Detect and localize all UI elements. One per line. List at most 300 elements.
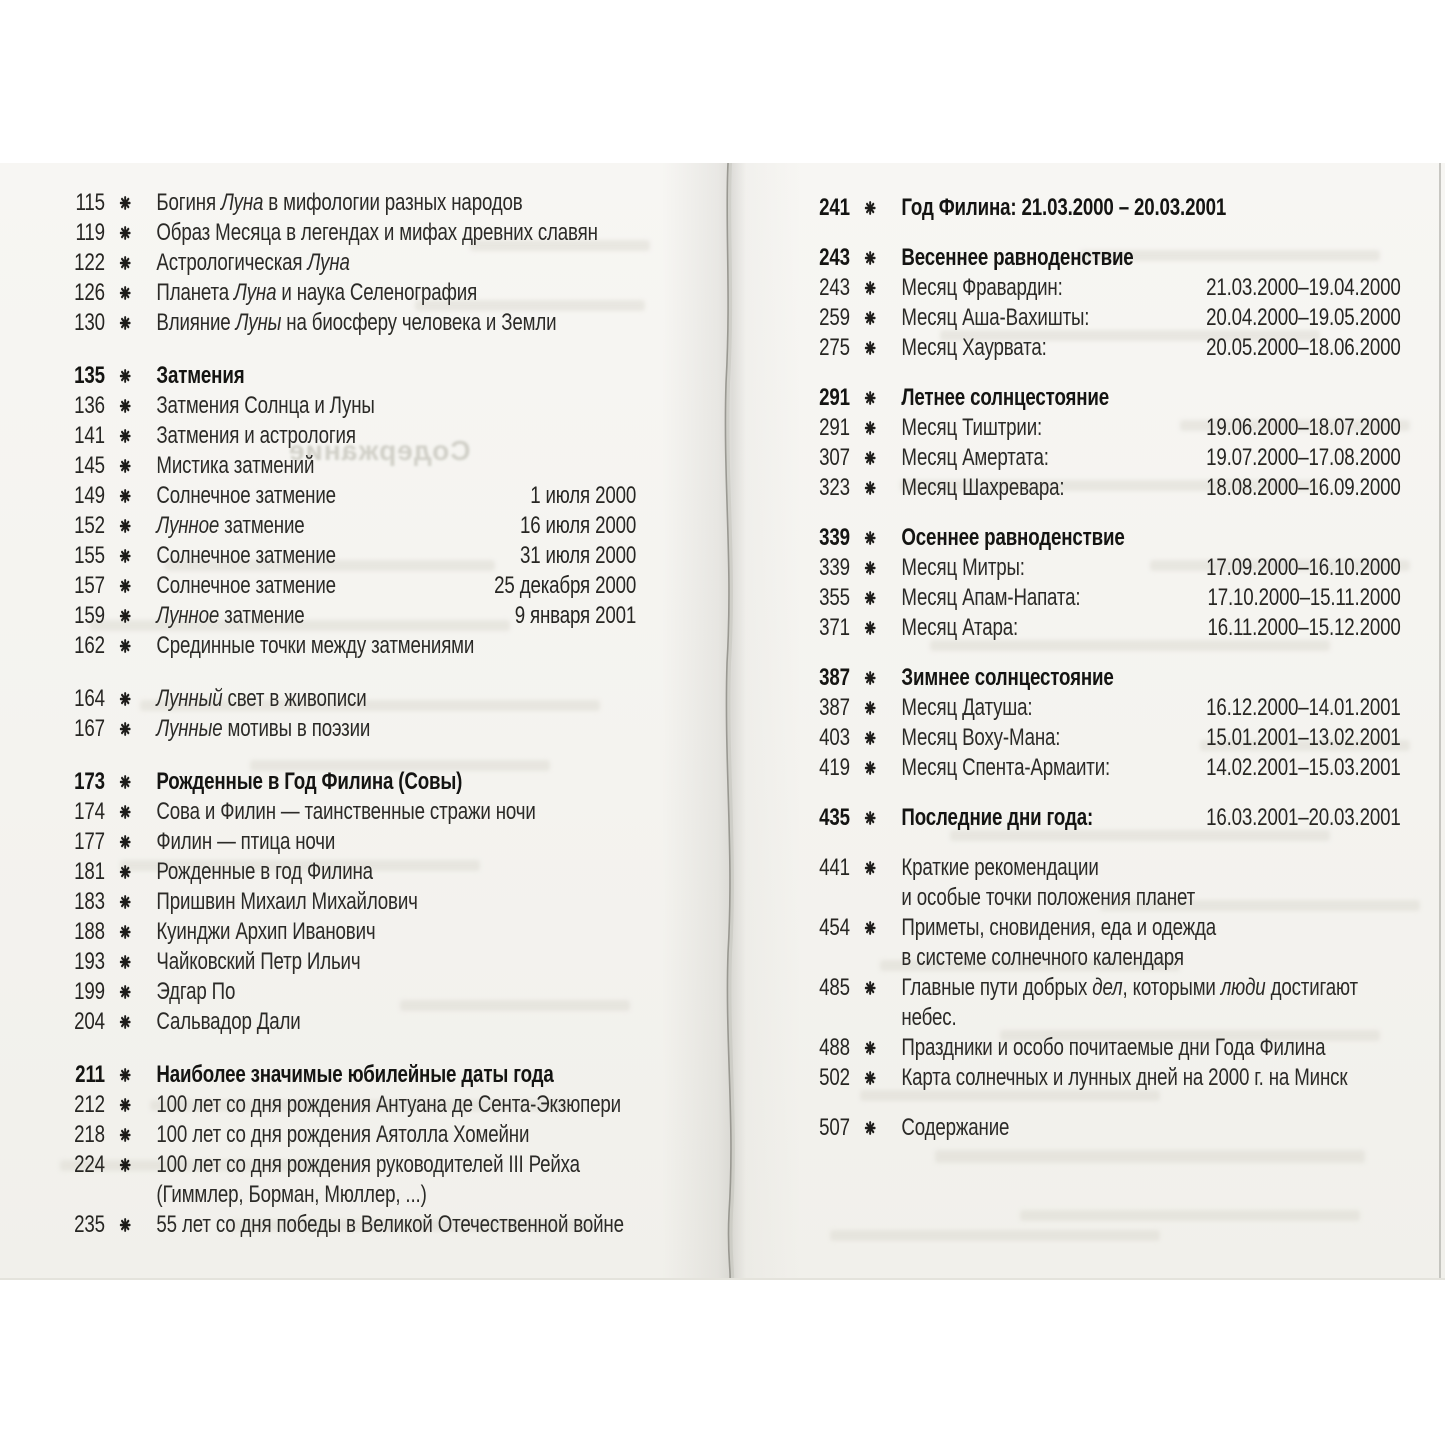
entry-date: 17.10.2000–15.11.2000 [1207,584,1401,611]
entry-title [890,753,1196,783]
toc-entry [55,631,636,661]
entry-page-number: 126 [74,279,105,306]
bullet-cell [105,421,146,444]
entry-page-number: 291 [819,384,850,411]
star-bullet-icon [864,340,876,356]
bullet-cell [105,767,146,790]
entry-date: 16.12.2000–14.01.2001 [1206,694,1401,721]
entry-title-line: Последние дни года: [901,804,1094,831]
entry-title [890,413,1196,443]
entry-page-number: 339 [819,554,850,581]
star-bullet-icon [119,834,131,850]
star-bullet-icon [119,638,131,654]
entry-title-line: 100 лет со дня рождения Аятолла Хомейни [156,1121,530,1148]
bullet-cell [105,218,146,241]
toc-entry [800,303,1401,333]
star-bullet-icon [119,1067,131,1083]
bullet-cell [850,663,891,686]
entry-page-number: 307 [819,444,850,471]
entry-title-line: Месяц Хаурвата: [901,334,1047,361]
star-bullet-icon [119,774,131,790]
toc-entry [800,723,1401,753]
entry-page-number: 162 [74,632,105,659]
entry-title-line: Весеннее равноденствие [901,244,1134,271]
bullet-cell [105,248,146,271]
book-spine-crease [716,163,746,1280]
toc-group [800,523,1401,643]
bullet-cell [105,1090,146,1113]
entry-title-line: Зимнее солнцестояние [901,664,1114,691]
star-bullet-icon [864,1070,876,1086]
entry-title-line: Затмения [156,362,245,389]
entry-page-number: 135 [74,362,105,389]
bullet-cell [850,333,891,356]
toc-entry [55,421,636,451]
entry-page-number: 355 [819,584,850,611]
entry-title-line: Месяц Воху-Мана: [901,724,1061,751]
bullet-cell [850,243,891,266]
toc-entry [55,571,636,601]
entry-title [145,767,636,797]
entry-date: 21.03.2000–19.04.2000 [1206,274,1401,301]
entry-page-number: 204 [74,1008,105,1035]
star-bullet-icon [864,620,876,636]
star-bullet-icon [119,1097,131,1113]
toc-group [800,853,1401,1093]
star-bullet-icon [119,458,131,474]
entry-title [145,391,636,421]
entry-title [890,1063,1400,1093]
star-bullet-icon [864,390,876,406]
entry-title-line: Мистика затмений [156,452,315,479]
star-bullet-icon [119,1157,131,1173]
entry-title-line: Сова и Филин — таинственные стражи ночи [156,798,536,825]
entry-title [890,443,1196,473]
toc-left-page [55,188,636,1263]
entry-title [145,421,636,451]
bullet-cell [105,188,146,211]
scanned-book-spread [0,163,1445,1280]
toc-entry [55,1060,636,1090]
entry-title-line: Месяц Датуша: [901,694,1033,721]
toc-entry [55,308,636,338]
toc-group [800,803,1401,833]
entry-title-line: Солнечное затмение [156,542,336,569]
bullet-cell [105,308,146,331]
entry-title [890,693,1196,723]
entry-page-number: 488 [819,1034,850,1061]
bullet-cell [850,473,891,496]
star-bullet-icon [119,804,131,820]
entry-title-line: Праздники и особо почитаемые дни Года Филина [901,1034,1326,1061]
star-bullet-icon [119,984,131,1000]
toc-entry [55,1120,636,1150]
star-bullet-icon [119,578,131,594]
bullet-cell [105,1210,146,1233]
entry-title-line: и особые точки положения планет [901,884,1196,911]
entry-title [890,913,1400,973]
entry-page-number: 224 [74,1151,105,1178]
entry-title-line: Наиболее значимые юбилейные даты года [156,1061,554,1088]
toc-entry [800,663,1401,693]
star-bullet-icon [864,980,876,996]
entry-title-line: Образ Месяца в легендах и мифах древних славян [156,219,598,246]
entry-title [890,853,1400,913]
toc-entry [800,853,1401,913]
entry-title [145,1210,636,1240]
entry-page-number: 241 [819,194,850,221]
bullet-cell [850,753,891,776]
entry-title [145,947,636,977]
bullet-cell [850,273,891,296]
entry-title-line: Филин — птица ночи [156,828,336,855]
showthrough-line [1020,1210,1360,1221]
entry-title [890,553,1196,583]
bullet-cell [105,684,146,707]
entry-page-number: 323 [819,474,850,501]
star-bullet-icon [119,721,131,737]
toc-entry [800,973,1401,1033]
star-bullet-icon [119,315,131,331]
entry-title [890,723,1196,753]
star-bullet-icon [864,700,876,716]
entry-date: 16 июля 2000 [519,512,637,539]
toc-entry [55,188,636,218]
star-bullet-icon [864,730,876,746]
toc-entry [55,827,636,857]
entry-title-line: Месяц Митры: [901,554,1025,581]
bullet-cell [105,857,146,880]
entry-page-number: 122 [74,249,105,276]
entry-title [890,333,1196,363]
entry-date: 1 июля 2000 [530,482,637,509]
entry-title-line: Лунные мотивы в поэзии [156,715,371,742]
entry-title [145,857,636,887]
entry-title-line: Год Филина: 21.03.2000 – 20.03.2001 [901,194,1227,221]
star-bullet-icon [864,200,876,216]
star-bullet-icon [119,1127,131,1143]
bullet-cell [105,571,146,594]
star-bullet-icon [119,864,131,880]
star-bullet-icon [119,608,131,624]
entry-page-number: 167 [74,715,105,742]
toc-group [55,188,636,338]
entry-title [145,1120,636,1150]
toc-entry [55,481,636,511]
entry-page-number: 211 [75,1061,105,1088]
entry-title [145,827,636,857]
entry-page-number: 130 [74,309,105,336]
entry-page-number: 152 [74,512,105,539]
entry-date: 20.05.2000–18.06.2000 [1206,334,1401,361]
entry-page-number: 155 [74,542,105,569]
bullet-cell [105,631,146,654]
entry-title-line: Богиня Луна в мифологии разных народов [156,189,523,216]
toc-entry [800,383,1401,413]
toc-entry [55,218,636,248]
star-bullet-icon [119,488,131,504]
entry-page-number: 199 [74,978,105,1005]
entry-title [145,977,636,1007]
bullet-cell [105,797,146,820]
bullet-cell [105,1120,146,1143]
star-bullet-icon [119,1014,131,1030]
toc-entry [55,767,636,797]
bullet-cell [105,278,146,301]
entry-page-number: 502 [819,1064,850,1091]
entry-title [890,1113,1400,1143]
star-bullet-icon [119,195,131,211]
toc-entry [800,473,1401,503]
star-bullet-icon [119,368,131,384]
bullet-cell [105,714,146,737]
entry-title [890,193,1400,223]
toc-entry [55,391,636,421]
toc-entry [800,1033,1401,1063]
entry-page-number: 136 [74,392,105,419]
entry-title-line: Лунное затмение [156,602,305,629]
toc-entry [55,601,636,631]
bullet-cell [850,523,891,546]
entry-title-line: Рожденные в Год Филина (Совы) [156,768,463,795]
bullet-cell [850,853,891,876]
entry-title [145,218,636,248]
toc-entry [800,803,1401,833]
toc-entry [800,523,1401,553]
entry-page-number: 259 [819,304,850,331]
star-bullet-icon [864,420,876,436]
entry-title [145,1060,636,1090]
toc-entry [800,913,1401,973]
toc-entry [800,613,1401,643]
toc-entry [55,714,636,744]
entry-title [145,511,510,541]
entry-page-number: 193 [74,948,105,975]
entry-title-line: Рожденные в год Филина [156,858,373,885]
entry-page-number: 243 [819,244,850,271]
entry-title [145,248,636,278]
entry-date: 14.02.2001–15.03.2001 [1206,754,1401,781]
entry-title-line: Месяц Шахревара: [901,474,1065,501]
star-bullet-icon [864,280,876,296]
entry-page-number: 141 [74,422,105,449]
toc-entry [800,413,1401,443]
bullet-cell [850,723,891,746]
entry-title [890,613,1198,643]
entry-title-line: Месяц Тиштрии: [901,414,1043,441]
entry-title-line: Лунное затмение [156,512,305,539]
entry-date: 18.08.2000–16.09.2000 [1206,474,1401,501]
bullet-cell [850,583,891,606]
entry-date: 25 декабря 2000 [494,572,637,599]
entry-page-number: 371 [819,614,850,641]
bullet-cell [105,977,146,1000]
entry-title [145,1150,636,1210]
entry-title-line: Солнечное затмение [156,572,336,599]
entry-title-line: Приметы, сновидения, еда и одежда [901,914,1217,941]
entry-title-line: Сальвадор Дали [156,1008,301,1035]
toc-entry [800,1063,1401,1093]
bullet-cell [850,1063,891,1086]
entry-title [145,278,636,308]
entry-title-line: (Гиммлер, Борман, Мюллер, ...) [156,1181,427,1208]
entry-title-line: Эдгар По [156,978,236,1005]
toc-group [800,663,1401,783]
bullet-cell [105,601,146,624]
star-bullet-icon [119,954,131,970]
entry-title-line: 100 лет со дня рождения руководителей III Рейха [156,1151,580,1178]
entry-title [145,684,636,714]
star-bullet-icon [119,518,131,534]
entry-title-line: в системе солнечного календаря [901,944,1184,971]
bullet-cell [850,443,891,466]
bullet-cell [105,361,146,384]
entry-title [890,303,1196,333]
toc-entry [55,361,636,391]
bullet-cell [105,917,146,940]
bullet-cell [850,553,891,576]
bullet-cell [850,613,891,636]
entry-date: 15.01.2001–13.02.2001 [1206,724,1401,751]
entry-page-number: 149 [74,482,105,509]
entry-title-line: Астрологическая Луна [156,249,350,276]
toc-entry [55,511,636,541]
toc-group [800,383,1401,503]
entry-title-line: Месяц Фравардин: [901,274,1063,301]
entry-title [890,383,1400,413]
toc-entry [55,857,636,887]
toc-right-page [800,193,1401,1163]
entry-page-number: 441 [819,854,850,881]
bullet-cell [105,1007,146,1030]
star-bullet-icon [864,250,876,266]
star-bullet-icon [864,310,876,326]
toc-entry [800,443,1401,473]
entry-page-number: 387 [819,664,850,691]
star-bullet-icon [119,255,131,271]
entry-page-number: 275 [819,334,850,361]
toc-entry [55,797,636,827]
entry-page-number: 507 [819,1114,850,1141]
bullet-cell [850,693,891,716]
star-bullet-icon [864,450,876,466]
entry-date: 9 января 2001 [514,602,637,629]
bullet-cell [850,1033,891,1056]
bullet-cell [105,451,146,474]
entry-title-line: 100 лет со дня рождения Антуана де Сента-Экзюпери [156,1091,621,1118]
star-bullet-icon [864,1120,876,1136]
toc-entry [55,977,636,1007]
entry-title-line: Куинджи Архип Иванович [156,918,376,945]
star-bullet-icon [119,691,131,707]
star-bullet-icon [864,590,876,606]
star-bullet-icon [119,548,131,564]
toc-entry [800,273,1401,303]
toc-entry [800,1113,1401,1143]
entry-title-line: Месяц Спента-Армаити: [901,754,1111,781]
entry-title-line: Месяц Атара: [901,614,1019,641]
toc-group [800,1113,1401,1143]
entry-date: 20.04.2000–19.05.2000 [1206,304,1401,331]
bullet-cell [850,383,891,406]
entry-page-number: 339 [819,524,850,551]
entry-title-line: Содержание [901,1114,1010,1141]
entry-page-number: 212 [74,1091,105,1118]
bullet-cell [850,973,891,996]
entry-title-line: Краткие рекомендации [901,854,1099,881]
entry-page-number: 183 [74,888,105,915]
toc-entry [55,278,636,308]
toc-entry [55,684,636,714]
entry-date: 16.11.2000–15.12.2000 [1207,614,1401,641]
bullet-cell [850,803,891,826]
bullet-cell [850,913,891,936]
bullet-cell [850,413,891,436]
entry-page-number: 145 [74,452,105,479]
entry-title [890,663,1400,693]
entry-title [145,797,636,827]
toc-group [800,243,1401,363]
star-bullet-icon [864,860,876,876]
star-bullet-icon [864,810,876,826]
bullet-cell [105,827,146,850]
entry-title [890,583,1198,613]
bullet-cell [105,481,146,504]
bullet-cell [850,193,891,216]
entry-date: 19.06.2000–18.07.2000 [1206,414,1401,441]
entry-date: 31 июля 2000 [519,542,637,569]
entry-title-line: Планета Луна и наука Селенография [156,279,478,306]
entry-page-number: 291 [819,414,850,441]
entry-title [890,803,1196,833]
entry-page-number: 177 [74,828,105,855]
entry-page-number: 387 [819,694,850,721]
toc-entry [55,1007,636,1037]
entry-title [890,473,1196,503]
entry-title-line: Летнее солнцестояние [901,384,1110,411]
entry-title-line: Месяц Апам-Напата: [901,584,1081,611]
toc-entry [800,193,1401,223]
bullet-cell [850,303,891,326]
entry-title [145,541,510,571]
toc-group [55,361,636,661]
entry-title-line: Главные пути добрых дел, которыми люди достигают [901,974,1358,1001]
page-bottom-edge [0,1278,1445,1280]
entry-title [145,601,505,631]
entry-date: 19.07.2000–17.08.2000 [1206,444,1401,471]
entry-title [145,1007,636,1037]
entry-page-number: 218 [74,1121,105,1148]
entry-title [890,1033,1400,1063]
entry-title [145,631,636,661]
star-bullet-icon [119,1217,131,1233]
showthrough-line [830,1230,1160,1241]
star-bullet-icon [864,530,876,546]
entry-title-line: Карта солнечных и лунных дней на 2000 г. на Минск [901,1064,1348,1091]
toc-entry [55,887,636,917]
star-bullet-icon [864,1040,876,1056]
toc-entry [55,917,636,947]
star-bullet-icon [119,225,131,241]
bullet-cell [105,541,146,564]
entry-title [145,714,636,744]
entry-title-line: небес. [901,1004,957,1031]
toc-entry [800,243,1401,273]
toc-entry [55,1150,636,1210]
entry-title-line: Чайковский Петр Ильич [156,948,361,975]
toc-entry [55,248,636,278]
entry-title [145,917,636,947]
